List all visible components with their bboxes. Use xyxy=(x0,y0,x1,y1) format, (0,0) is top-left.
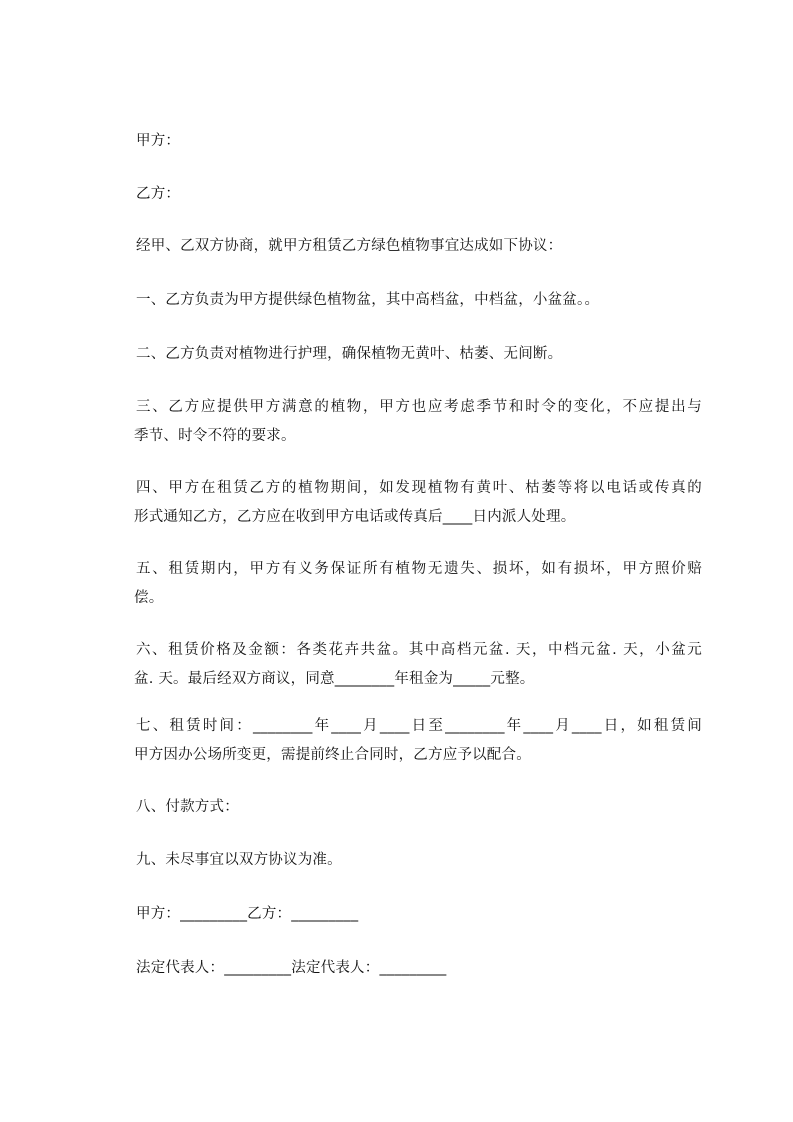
clause-5-line-1: 五、租赁期内，甲方有义务保证所有植物无遗失、损坏，如有损坏，甲方照价赔 xyxy=(136,561,702,577)
clause-6-line-2: 盆. 天。最后经双方商议，同意________年租金为_____元整。 xyxy=(134,671,535,687)
clause-2: 二、乙方负责对植物进行护理，确保植物无黄叶、枯萎、无间断。 xyxy=(136,346,563,362)
clause-7-line-2: 甲方因办公场所变更，需提前终止合同时，乙方应予以配合。 xyxy=(134,747,531,763)
clause-7 xyxy=(136,712,702,770)
clause-5-line-2: 偿。 xyxy=(134,590,164,606)
intro-paragraph: 经甲、乙双方协商，就甲方租赁乙方绿色植物事宜达成如下协议： xyxy=(136,238,563,254)
party-b-line: 乙方： xyxy=(136,186,181,202)
clause-6 xyxy=(136,636,702,694)
clause-5 xyxy=(136,555,702,613)
clause-4-line-2: 形式通知乙方，乙方应在收到甲方电话或传真后____日内派人处理。 xyxy=(134,509,576,525)
clause-3-line-2: 季节、时令不符的要求。 xyxy=(134,428,296,444)
party-a-line: 甲方： xyxy=(136,133,181,149)
clause-6-line-1: 六、租赁价格及金额：各类花卉共盆。其中高档元盆. 天，中档元盆. 天，小盆元 xyxy=(136,642,702,658)
clause-3 xyxy=(136,393,702,451)
signature-representatives-line: 法定代表人：_________法定代表人：_________ xyxy=(136,960,447,976)
clause-8: 八、付款方式： xyxy=(136,799,239,815)
signature-parties-line: 甲方：_________乙方：_________ xyxy=(136,906,359,922)
clause-3-line-1: 三、乙方应提供甲方满意的植物，甲方也应考虑季节和时令的变化，不应提出与 xyxy=(136,399,702,415)
clause-4-line-1: 四、甲方在租赁乙方的植物期间，如发现植物有黄叶、枯萎等将以电话或传真的 xyxy=(136,480,702,496)
clause-7-line-1: 七、租赁时间：________年____月____日至________年____月____日，如租赁间 xyxy=(136,718,702,734)
clause-1: 一、乙方负责为甲方提供绿色植物盆，其中高档盆，中档盆，小盆盆。。 xyxy=(136,292,600,308)
clause-4 xyxy=(136,474,702,532)
clause-9: 九、未尽事宜以双方协议为准。 xyxy=(136,852,342,868)
